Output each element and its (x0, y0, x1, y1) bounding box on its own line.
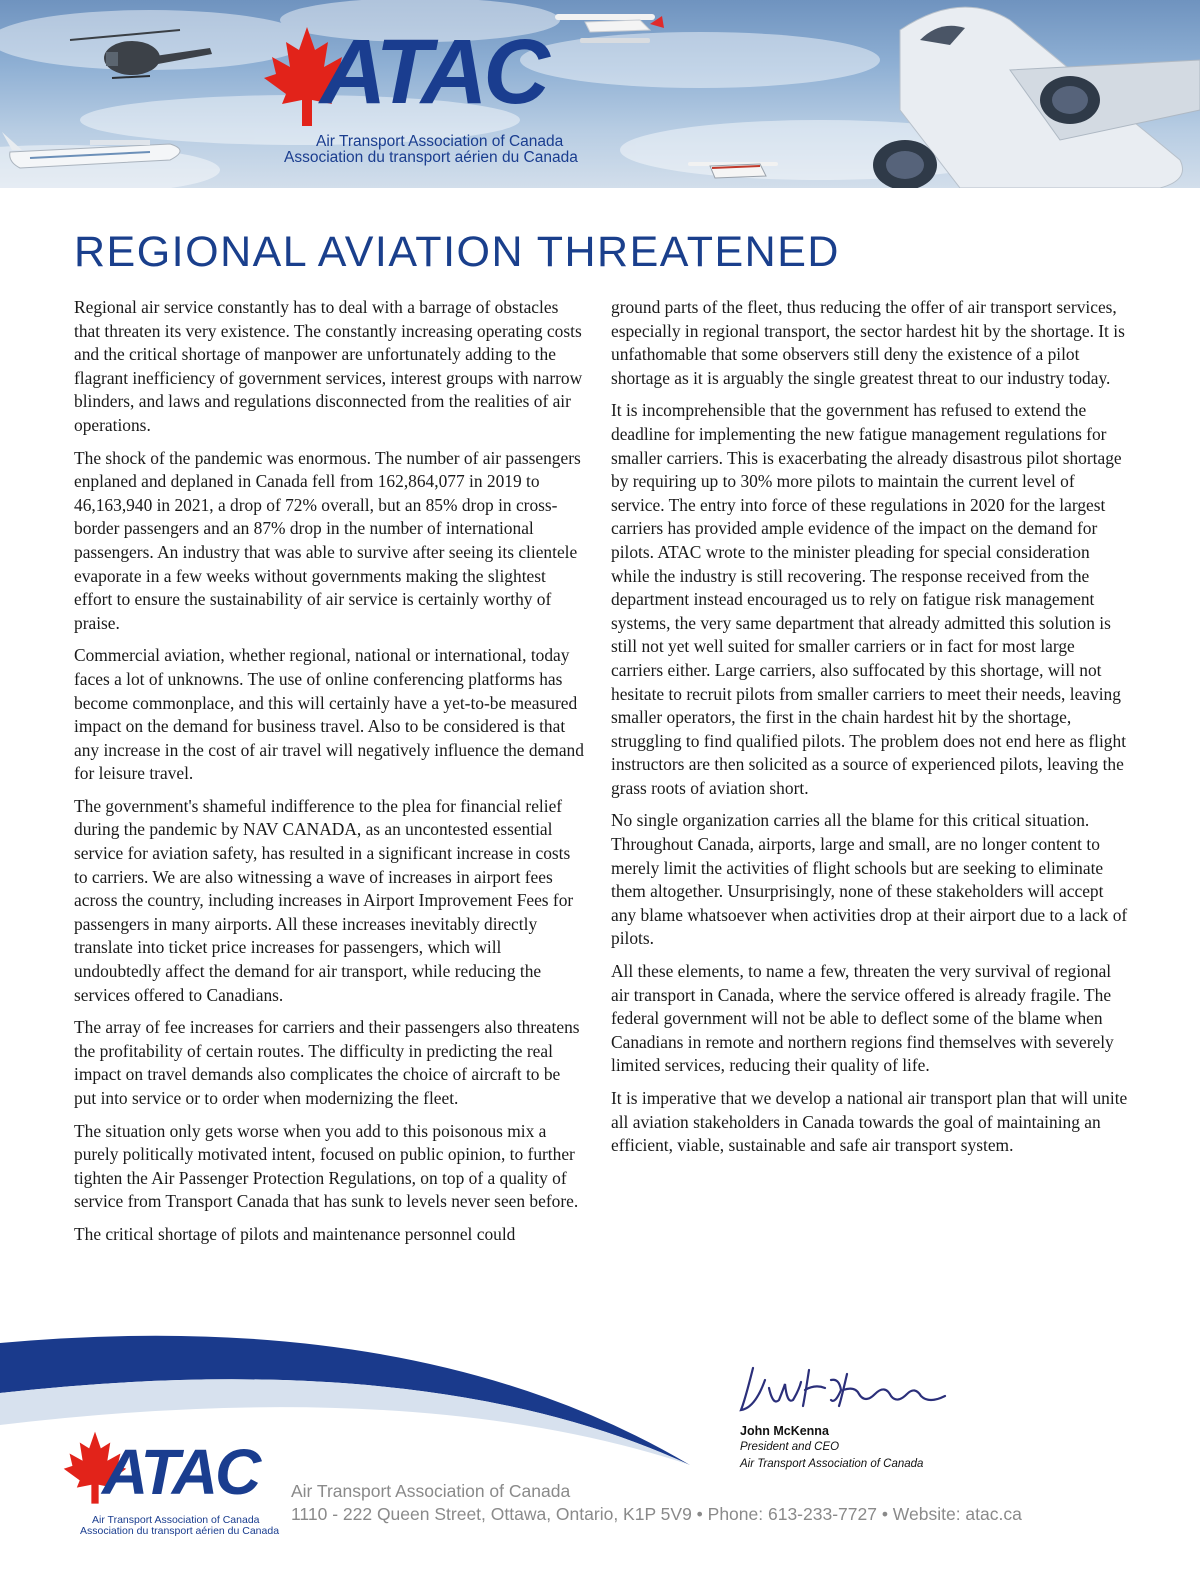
signer-title: President and CEO (740, 1441, 840, 1453)
signer-organization: Air Transport Association of Canada (740, 1458, 924, 1470)
paragraph: No single organization carries all the blame for this critical situation. Throughout Canada, airports, large and small, are no longer content to merely limit the activities of flight schools but are seeking to eliminate them altogether. Unsurprisingly, none of these stakeholders will accept any blame whatsoever when activities drop at their airport due to a lack of pilots. (611, 810, 1128, 949)
paragraph: The array of fee increases for carriers and their passengers also threatens the profitability of certain routes. The difficulty in predicting the real impact on travel demands also complicates the choice of aircraft to be put into service or to order when modernizing the fleet. (74, 1017, 580, 1108)
paragraph: The government's shameful indifference to the plea for financial relief during the pandemic by NAV CANADA, as an uncontested essential service for aviation safety, has resulted in a significant increase in costs to carriers. We are also witnessing a wave of increases in airport fees across the country, including increases in Airport Improvement Fees for passengers in many airports. All these increases inevitably directly translate into ticket price increases for passengers, which will undoubtedly affect the demand for air transport, while reducing the services offered to Canadians. (74, 795, 574, 1005)
handwritten-signature (735, 1360, 965, 1422)
footer-contact-info: 1110 - 222 Queen Street, Ottawa, Ontario, K1P 5V9 • Phone: 613-233-7727 • Website: atac.ca (291, 1504, 1022, 1524)
paragraph: The critical shortage of pilots and maintenance personnel could (74, 1223, 516, 1244)
paragraph: It is imperative that we develop a national air transport plan that will unite all aviation stakeholders in Canada towards the goal of maintaining an efficient, viable, sustainable and safe air transport system. (611, 1088, 1128, 1156)
jet-airliner-image (873, 7, 1200, 188)
paragraph: All these elements, to name a few, threaten the very survival of regional air transport in Canada, where the service offered is already fragile. The federal government will not be able to deflect some of the blame when Canadians in remote and northern regions find themselves with severely limited services, reducing their quality of life. (611, 961, 1114, 1076)
paragraph: ground parts of the fleet, thus reducing the offer of air transport services, especially in regional transport, the sector hardest hit by the shortage. It is unfathomable that some observers still deny the existence of a pilot shortage as it is arguably the single greatest threat to our industry today. (611, 297, 1125, 388)
logo-name-english: Air Transport Association of Canada (316, 133, 564, 150)
article-title: REGIONAL AVIATION THREATENED (74, 228, 840, 276)
signer-name: John McKenna (740, 1424, 829, 1438)
footer-logo-wordmark: ATAC (102, 1436, 259, 1508)
right-column (611, 296, 1131, 1167)
footer-organization-name: Air Transport Association of Canada (291, 1481, 571, 1501)
paragraph: The shock of the pandemic was enormous. The number of air passengers enplaned and deplaned in Canada fell from 162,864,077 in 2019 to 46,163,940 in 2021, a drop of 72% overall, but an 85% drop in cross-border passengers and an 87% drop in the number of international passengers. An industry that was able to survive after seeing its clientele evaporate in a few weeks without governments making the slightest effort to ensure the sustainability of air service is certainly worthy of praise. (74, 447, 581, 633)
paragraph: Regional air service constantly has to deal with a barrage of obstacles that threaten its very existence. The constantly increasing operating costs and the critical shortage of manpower are unfortunately adding to the flagrant inefficiency of government services, interest groups with narrow blinders, and laws and regulations disconnected from the realities of air operations. (74, 297, 583, 435)
header-banner (0, 0, 1200, 188)
paragraph: Commercial aviation, whether regional, national or international, today faces a lot of unknowns. The use of online conferencing platforms has become commonplace, and this will certainly have a yet-to-be measured impact on the demand for business travel. Also to be considered is that any increase in the cost of air travel will negatively influence the demand for leisure travel. (74, 645, 584, 784)
left-column (74, 296, 586, 1256)
footer-logo-name-english: Air Transport Association of Canada (92, 1514, 260, 1526)
footer-logo-name-french: Association du transport aérien du Canada (80, 1525, 280, 1537)
logo-wordmark: ATAC (320, 21, 546, 123)
banner-illustration (0, 0, 1200, 188)
logo-name-french: Association du transport aérien du Canada (284, 149, 578, 166)
paragraph: The situation only gets worse when you add to this poisonous mix a purely politically motivated intent, focused on public opinion, to further tighten the Air Passenger Protection Regulations, on top of a quality of service from Transport Canada that has sunk to levels never seen before. (74, 1120, 579, 1212)
paragraph: It is incomprehensible that the government has refused to extend the deadline for implementing the new fatigue management regulations for smaller carriers. This is exacerbating the already disastrous pilot shortage by requiring up to 30% more pilots to maintain the current level of service. The entry into force of these regulations in 2020 for the largest carriers has provided ample evidence of the impact on the demand for pilots. ATAC wrote to the minister pleading for special consideration while the industry is still recovering. The response received from the department instead encouraged us to rely on fatigue risk management systems, the very same department that already admitted this solution is still not yet well suited for smaller carriers or in fact for most large carriers either. Large carriers, also suffocated by this shortage, will not hesitate to recruit pilots from smaller carriers to meet their needs, leaving smaller operators, the first in the chain hardest hit by the shortage, struggling to find qualified pilots. The problem does not end here as flight instructors are then solicited as a source of experienced pilots, leaving the grass roots of aviation short. (611, 400, 1127, 798)
banner-atac-logo (262, 22, 582, 172)
footer-atac-logo (62, 1428, 288, 1536)
